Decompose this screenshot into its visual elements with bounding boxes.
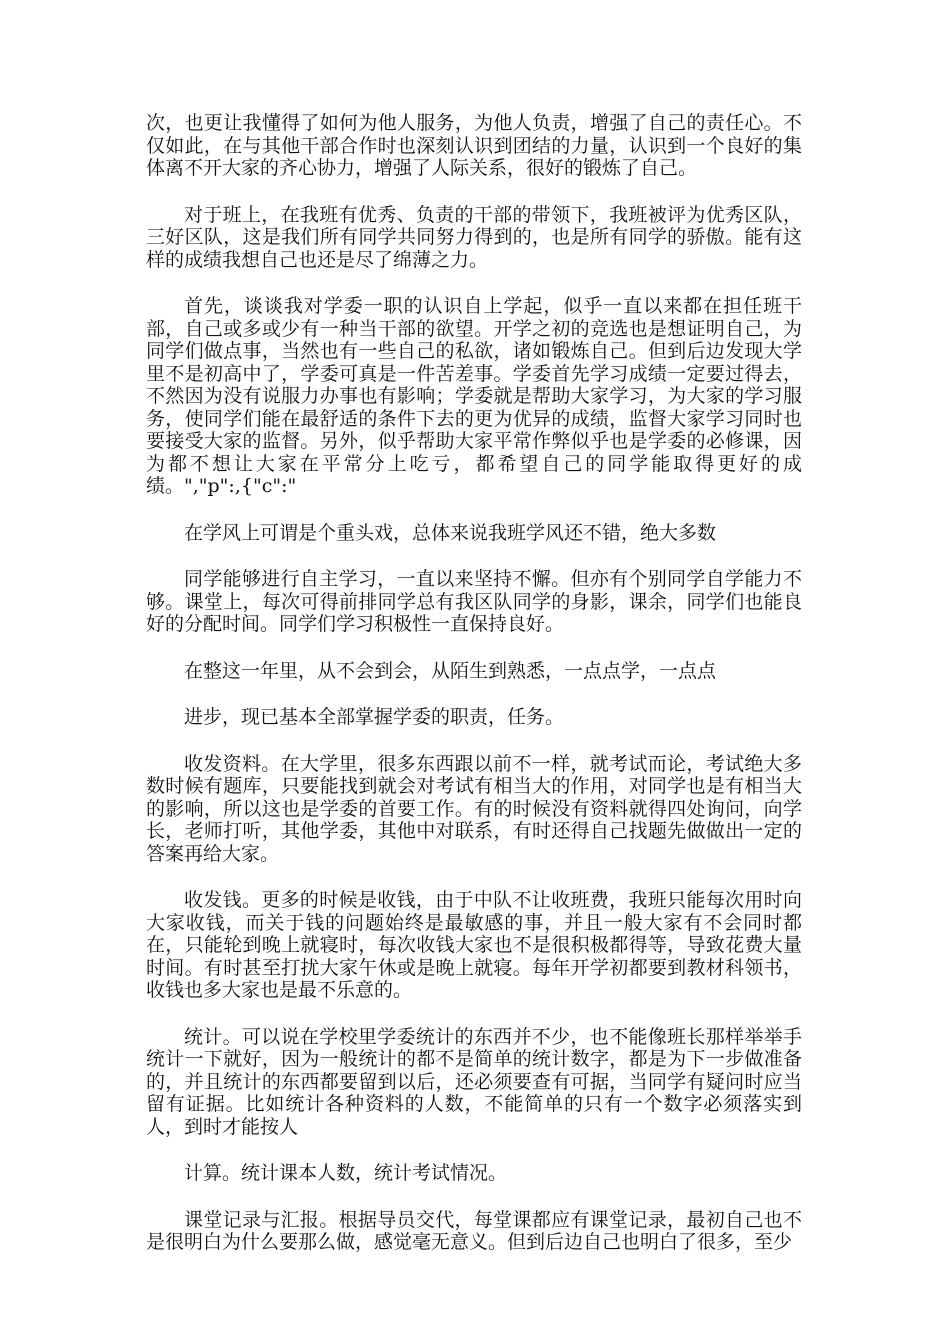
paragraph-4: 在学风上可谓是个重头戏，总体来说我班学风还不错，绝大多数	[184, 521, 717, 544]
paragraph-12: 课堂记录与汇报。根据导员交代，每堂课都应有课堂记录，最初自己也不是很明白为什么要那么做，感觉毫无意义。但到后边自己也明白了很多，至少	[146, 1208, 802, 1253]
paragraph-11: 计算。统计课本人数，统计考试情况。	[184, 1162, 508, 1184]
paragraph-9: 收发钱。更多的时候是收钱，由于中队不让收班费，我班只能每次用时向大家收钱，而关于钱的问题始终是最敏感的事，并且一般大家有不会同时都在，只能轮到晚上就寝时，每次收钱大家也不是很积极都得等，导致花费大量时间。有时甚至打扰大家午休或是晚上就寝。每年开学初都要到教材科领书，收钱也多大家也是最不乐意的。	[146, 889, 802, 1001]
paragraph-3: 首先，谈谈我对学委一职的认识自上学起，似乎一直以来都在担任班干部，自己或多或少有一种当干部的欲望。开学之初的竞选也是想证明自己，为同学们做点事，当然也有一些自己的私欲，诸如锻炼自己。但到后边发现大学里不是初高中了，学委可真是一件苦差事。学委首先学习成绩一定要过得去，不然因为没有说服力办事也有影响；学委就是帮助大家学习，为大家的学习服务，使同学们能在最舒适的条件下去的更为优异的成绩，监督大家学习同时也要接受大家的监督。另外，似乎帮助大家平常作弊似乎也是学委的必修课，因为都不想让大家在平常分上吃亏，都希望自己的同学能取得更好的成绩。","p":,{"c":"	[146, 295, 802, 497]
paragraph-10: 统计。可以说在学校里学委统计的东西并不少，也不能像班长那样举举手统计一下就好，因为一般统计的都不是简单的统计数字，都是为下一步做准备的，并且统计的东西都要留到以后，还必须要查有可据，当同学有疑问时应当留有证据。比如统计各种资料的人数，不能简单的只有一个数字必须落实到人，到时才能按人	[146, 1025, 802, 1138]
paragraph-5: 同学能够进行自主学习，一直以来坚持不懈。但亦有个别同学自学能力不够。课堂上，每次可得前排同学总有我区队同学的身影，课余，同学们也能良好的分配时间。同学们学习积极性一直保持良好。	[146, 568, 802, 635]
document-body	[146, 112, 802, 1278]
paragraph-6: 在整这一年里，从不会到会，从陌生到熟悉，一点点学，一点点	[184, 659, 717, 682]
paragraph-1: 次，也更让我懂得了如何为他人服务，为他人负责，增强了自己的责任心。不仅如此，在与其他干部合作时也深刻认识到团结的力量，认识到一个良好的集体离不开大家的齐心协力，增强了人际关系，很好的锻炼了自己。	[146, 112, 802, 179]
paragraph-2: 对于班上，在我班有优秀、负责的干部的带领下，我班被评为优秀区队，三好区队，这是我们所有同学共同努力得到的，也是所有同学的骄傲。能有这样的成绩我想自己也还是尽了绵薄之力。	[146, 203, 802, 271]
paragraph-7: 进步，现已基本全部掌握学委的职责，任务。	[184, 706, 565, 728]
paragraph-8: 收发资料。在大学里，很多东西跟以前不一样，就考试而论，考试绝大多数时候有题库，只要能找到就会对考试有相当大的作用，对同学也是有相当大的影响，所以这也是学委的首要工作。有的时候没有资料就得四处询问，向学长，老师打听，其他学委，其他中对联系，有时还得自己找题先做做出一定的答案再给大家。	[146, 752, 802, 865]
